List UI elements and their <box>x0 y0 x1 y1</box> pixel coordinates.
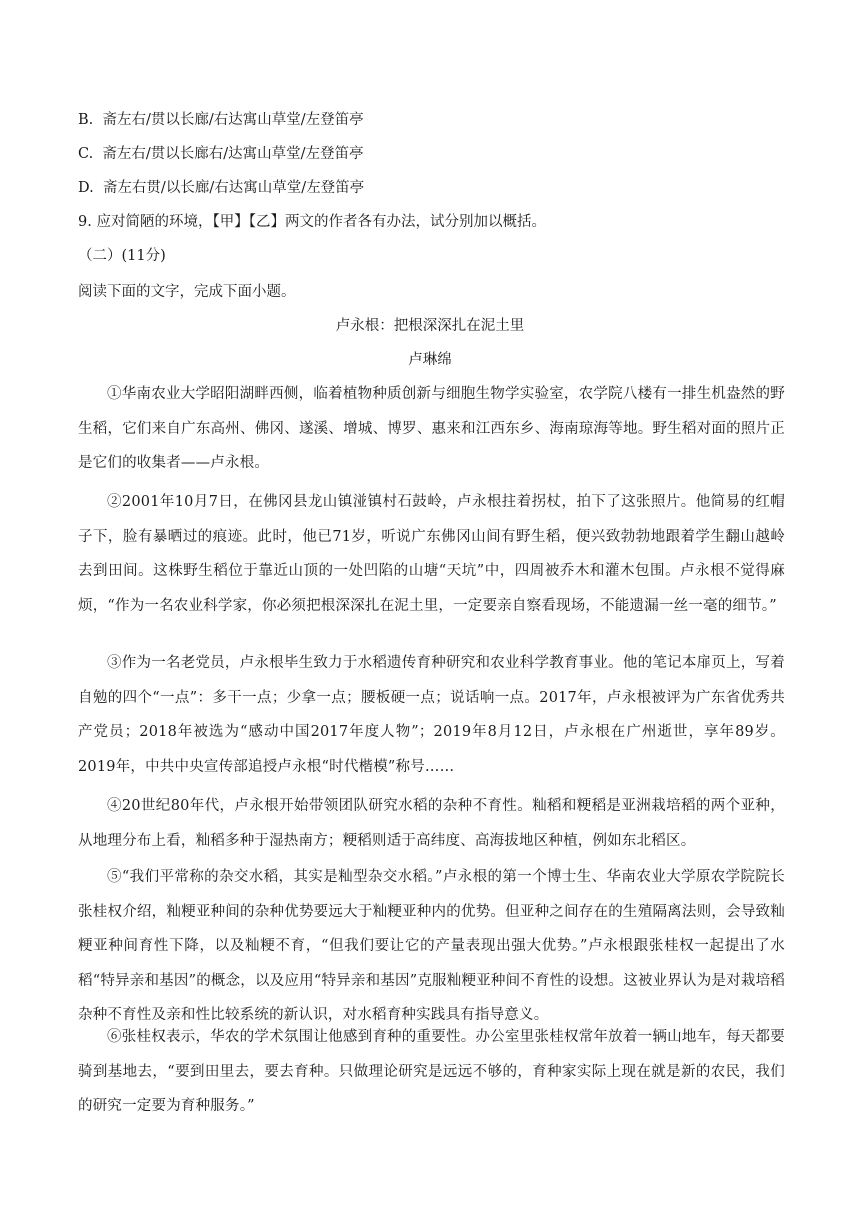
paragraph-3: ③作为一名老党员，卢永根毕生致力于水稻遗传育种研究和农业科学教育事业。他的笔记本扉页上，写着自勉的四个“一点”：多干一点；少拿一点；腰板硬一点；说话响一点。2017年，卢永根被评为广东省优秀共产党员；2018年被选为“感动中国2017年度人物”；2019年8月12日，卢永根在广州逝世，享年89岁。2019年，中共中央宣传部追授卢永根“时代楷模”称号…… <box>78 655 785 775</box>
option-b-text: 斋左右/贯以长廊/右达寓山草堂/左登笛亭 <box>102 112 364 128</box>
option-c <box>78 144 364 164</box>
option-d-text: 斋左右贯/以长廊/右达寓山草堂/左登笛亭 <box>102 180 365 196</box>
reading-instruction: 阅读下面的文字，完成下面小题。 <box>78 284 296 300</box>
paragraph-4: ④20世纪80年代，卢永根开始带领团队研究水稻的杂种不育性。籼稻和粳稻是亚洲栽培稻的两个亚种，从地理分布上看，籼稻多种于湿热南方；粳稻则适于高纬度、高海拔地区种植，例如东北稻区。 <box>78 798 785 849</box>
paragraph-2: ②2001年10月7日，在佛冈县龙山镇湴镇村石鼓岭，卢永根拄着拐杖，拍下了这张照片。他简易的红帽子下，脸有暴晒过的痕迹。此时，他已71岁，听说广东佛冈山间有野生稻，便兴致勃勃地跟着学生翻山越岭去到田间。这株野生稻位于靠近山顶的一处凹陷的山塘“天坑”中，四周被乔木和灌木包围。卢永根不觉得麻烦，“作为一名农业科学家，你必须把根深深扎在泥土里，一定要亲自察看现场，不能遗漏一丝一毫的细节。” <box>78 494 785 614</box>
paragraph-5: ⑤“我们平常称的杂交水稻，其实是籼型杂交水稻。”卢永根的第一个博士生、华南农业大学原农学院院长张桂权介绍，籼粳亚种间的杂种优势要远大于籼粳亚种内的优势。但亚种之间存在的生殖隔离法则，会导致籼粳亚种间育性下降，以及籼粳不育，“但我们要让它的产量表现出强大优势。”卢永根跟张桂权一起提出了水稻“特异亲和基因”的概念，以及应用“特异亲和基因”克服籼粳亚种间不育性的设想。这被业界认为是对栽培稻杂种不育性及亲和性比较系统的新认识，对水稻育种实践具有指导意义。 <box>78 869 785 1024</box>
article-author: 卢琳绵 <box>408 352 452 368</box>
option-b <box>78 110 364 130</box>
option-b-label: B. <box>78 112 94 128</box>
question-9: 9. 应对简陋的环境，【甲】【乙】两文的作者各有办法，试分别加以概括。 <box>78 214 546 230</box>
paragraph-1: ①华南农业大学昭阳湖畔西侧，临着植物种质创新与细胞生物学实验室，农学院八楼有一排生机盎然的野生稻，它们来自广东高州、佛冈、遂溪、增城、博罗、惠来和江西东乡、海南琼海等地。野生稻对面的照片正是它们的收集者——卢永根。 <box>78 386 785 472</box>
option-d-label: D. <box>78 180 94 196</box>
paragraph-6: ⑥张桂权表示，华农的学术氛围让他感到育种的重要性。办公室里张桂权常年放着一辆山地车，每天都要骑到基地去，“要到田里去，要去育种。只做理论研究是远远不够的，育种家实际上现在就是新的农民，我们的研究一定要为育种服务。” <box>78 1029 785 1115</box>
section-heading: （二）(11分) <box>78 248 166 264</box>
option-c-label: C. <box>78 146 94 162</box>
article-title: 卢永根：把根深深扎在泥土里 <box>335 318 525 334</box>
option-c-text: 斋左右/贯以长廊右/达寓山草堂/左登笛亭 <box>102 146 364 162</box>
option-d <box>78 178 364 198</box>
